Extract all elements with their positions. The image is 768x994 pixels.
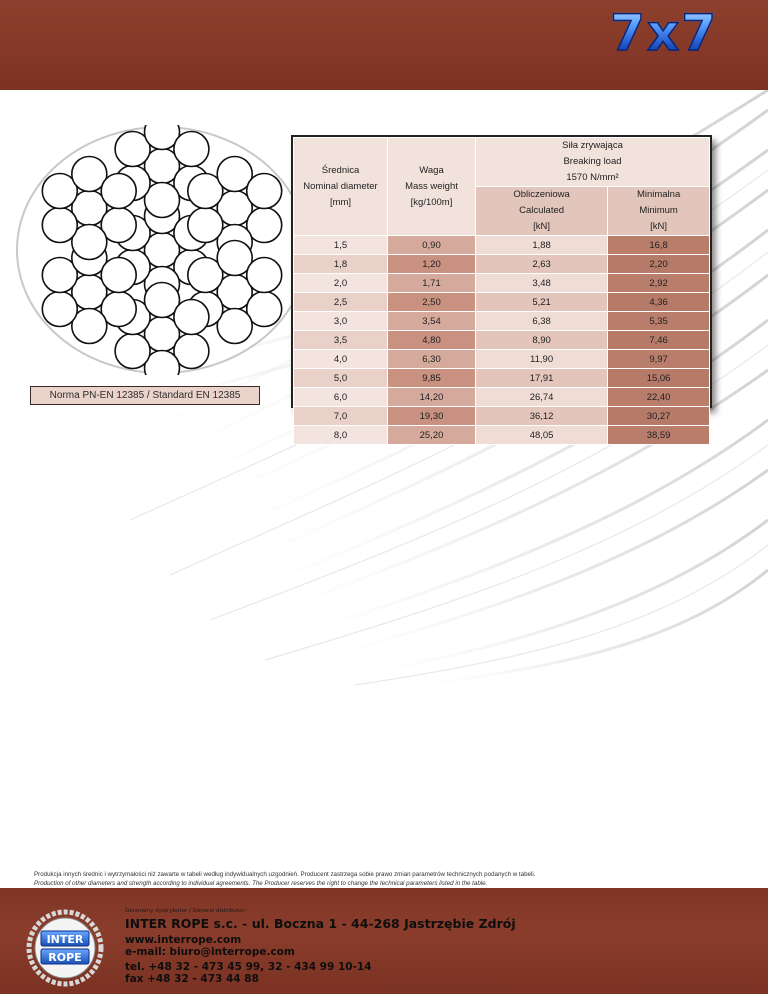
table-row (294, 388, 710, 407)
cell-minimum: 7,46 (608, 331, 710, 350)
cell-diameter: 3,0 (294, 312, 388, 331)
fax-number: fax +48 32 - 473 44 88 (125, 973, 259, 985)
cell-calculated: 3,48 (476, 274, 608, 293)
table-row (294, 426, 710, 445)
cell-calculated: 17,91 (476, 369, 608, 388)
cell-minimum: 16,8 (608, 236, 710, 255)
cell-minimum: 30,27 (608, 407, 710, 426)
header-diameter: Średnica Nominal diameter [mm] (294, 138, 388, 236)
cell-calculated: 11,90 (476, 350, 608, 369)
cell-weight: 9,85 (388, 369, 476, 388)
table-row (294, 331, 710, 350)
company-address: INTER ROPE s.c. - ul. Boczna 1 - 44-268 Jastrzębie Zdrój (125, 916, 516, 931)
phone-number: tel. +48 32 - 473 45 99, 32 - 434 99 10-14 (125, 961, 372, 973)
email-link[interactable]: e-mail: biuro@interrope.com (125, 946, 295, 958)
strand-outer-wire (174, 132, 209, 167)
cell-calculated: 8,90 (476, 331, 608, 350)
strand-outer-wire (174, 300, 209, 335)
cell-minimum: 2,20 (608, 255, 710, 274)
strand-outer-wire (42, 292, 77, 327)
table-row (294, 312, 710, 331)
header-minimum: Minimalna Minimum [kN] (608, 187, 710, 236)
cell-diameter: 1,5 (294, 236, 388, 255)
cell-weight: 25,20 (388, 426, 476, 445)
cell-weight: 1,20 (388, 255, 476, 274)
header-breaking-load: Siła zrywająca Breaking load 1570 N/mm² (476, 138, 710, 187)
product-title: 7x7 (610, 4, 718, 62)
disclaimer-pl: Produkcja innych średnic i wytrzymałości niż zawarte w tabeli według indywidualnych uzgodnień. Producent zastrzega sobie prawo zmian parametrów technicznych podanych w tabeli. (34, 871, 536, 878)
website-link[interactable]: www.interrope.com (125, 934, 242, 946)
cell-diameter: 1,8 (294, 255, 388, 274)
strand-outer-wire (115, 334, 150, 369)
cell-diameter: 6,0 (294, 388, 388, 407)
cell-calculated: 1,88 (476, 236, 608, 255)
table-row (294, 255, 710, 274)
distributor-label: Generalny dystrybutor / General distributor: (125, 908, 247, 914)
cell-weight: 1,71 (388, 274, 476, 293)
header-weight: Waga Mass weight [kg/100m] (388, 138, 476, 236)
cell-minimum: 4,36 (608, 293, 710, 312)
table-row (294, 293, 710, 312)
table-row (294, 274, 710, 293)
cell-minimum: 15,06 (608, 369, 710, 388)
cell-minimum: 22,40 (608, 388, 710, 407)
strand-outer-wire (101, 258, 136, 293)
specs-table (293, 137, 710, 445)
inter-rope-logo (22, 909, 108, 987)
cell-weight: 6,30 (388, 350, 476, 369)
svg-text:INTER: INTER (46, 933, 84, 946)
cell-calculated: 5,21 (476, 293, 608, 312)
strand-outer-wire (101, 174, 136, 209)
cell-minimum: 9,97 (608, 350, 710, 369)
disclaimer (34, 870, 754, 888)
cell-diameter: 7,0 (294, 407, 388, 426)
cell-weight: 19,30 (388, 407, 476, 426)
cell-diameter: 2,5 (294, 293, 388, 312)
strand-outer-wire (42, 208, 77, 243)
standard-label: Norma PN-EN 12385 / Standard EN 12385 (30, 386, 260, 405)
cell-diameter: 5,0 (294, 369, 388, 388)
cell-weight: 2,50 (388, 293, 476, 312)
table-row (294, 350, 710, 369)
cell-diameter: 4,0 (294, 350, 388, 369)
cell-calculated: 2,63 (476, 255, 608, 274)
cell-calculated: 48,05 (476, 426, 608, 445)
table-row (294, 407, 710, 426)
header-calculated: Obliczeniowa Calculated [kN] (476, 187, 608, 236)
cell-minimum: 38,59 (608, 426, 710, 445)
cell-minimum: 5,35 (608, 312, 710, 331)
specs-table-frame (291, 135, 712, 441)
table-row (294, 369, 710, 388)
cell-calculated: 36,12 (476, 407, 608, 426)
rope-cross-section-diagram (14, 125, 314, 375)
disclaimer-en: Production of other diameters and strength according to individual agreements. The Producer reserves the right to change the technical parameters listed in the table. (34, 880, 488, 887)
strand-outer-wire (247, 258, 282, 293)
contact-block (125, 908, 516, 985)
svg-text:ROPE: ROPE (48, 951, 82, 964)
cell-diameter: 8,0 (294, 426, 388, 445)
cell-calculated: 6,38 (476, 312, 608, 331)
cell-diameter: 2,0 (294, 274, 388, 293)
cell-weight: 0,90 (388, 236, 476, 255)
cell-weight: 3,54 (388, 312, 476, 331)
strand-outer-wire (247, 174, 282, 209)
strand-outer-wire (188, 208, 223, 243)
cell-weight: 4,80 (388, 331, 476, 350)
table-row (294, 236, 710, 255)
cell-calculated: 26,74 (476, 388, 608, 407)
cell-diameter: 3,5 (294, 331, 388, 350)
cell-minimum: 2,92 (608, 274, 710, 293)
cell-weight: 14,20 (388, 388, 476, 407)
